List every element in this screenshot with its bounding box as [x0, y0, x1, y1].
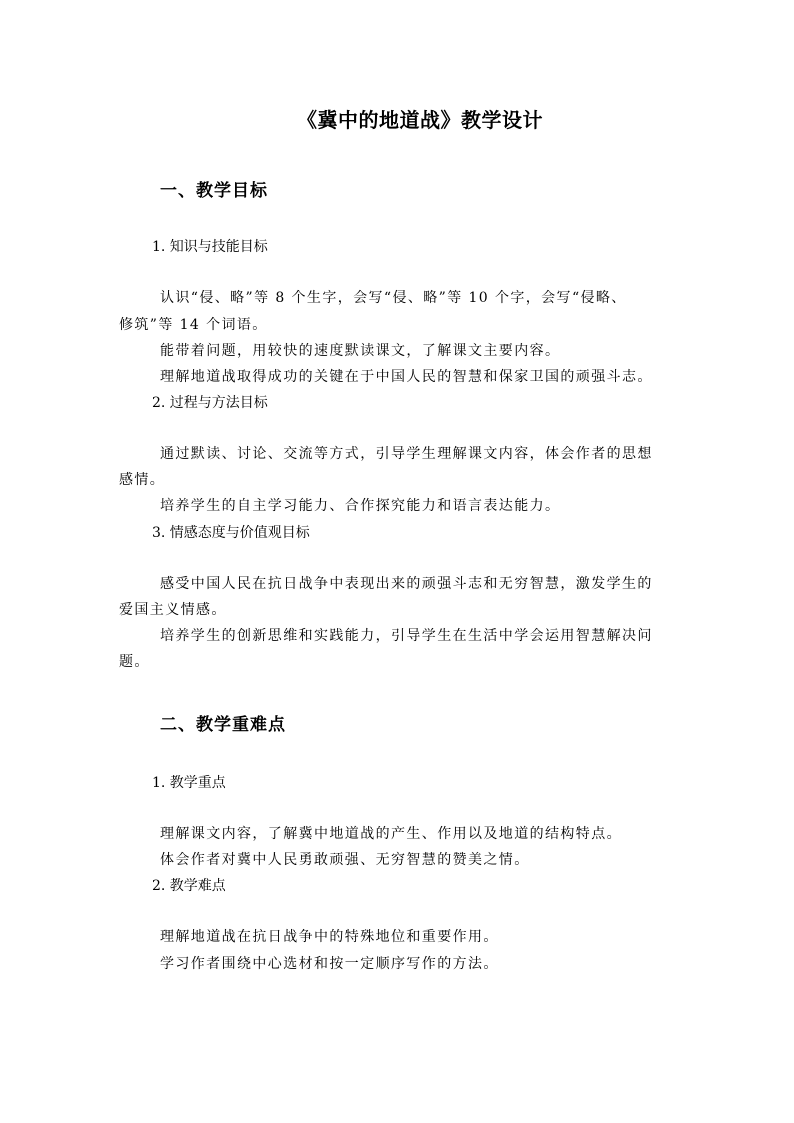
paragraph-line: 题。 [119, 654, 150, 670]
section-heading-key-difficult-points: 二、教学重难点 [160, 715, 286, 735]
document-title: 《冀中的地道战》教学设计 [297, 108, 543, 132]
paragraph-line: 培养学生的自主学习能力、合作探究能力和语言表达能力。 [160, 498, 561, 514]
paragraph-line: 理解地道战取得成功的关键在于中国人民的智慧和保家卫国的顽强斗志。 [160, 369, 653, 385]
subheading-knowledge-skills: 1. 知识与技能目标 [152, 239, 268, 255]
paragraph-line: 体会作者对冀中人民勇敢顽强、无穷智慧的赞美之情。 [160, 852, 530, 868]
paragraph-line: 感受中国人民在抗日战争中表现出来的顽强斗志和无穷智慧，激发学生的 [160, 576, 653, 592]
paragraph-line: 能带着问题，用较快的速度默读课文，了解课文主要内容。 [160, 343, 561, 359]
paragraph-line: 学习作者围绕中心选材和按一定顺序写作的方法。 [160, 956, 499, 972]
paragraph-line: 通过默读、讨论、交流等方式，引导学生理解课文内容，体会作者的思想 [160, 446, 653, 462]
paragraph-line: 修筑”等 14 个词语。 [119, 317, 268, 333]
subheading-process-methods: 2. 过程与方法目标 [152, 395, 268, 411]
paragraph-line: 培养学生的创新思维和实践能力，引导学生在生活中学会运用智慧解决问 [160, 628, 653, 644]
paragraph-line: 认识“侵、略”等 8 个生字，会写“侵、略”等 10 个字，会写“侵略、 [160, 290, 627, 306]
subheading-difficult-points: 2. 教学难点 [152, 878, 226, 894]
paragraph-line: 理解地道战在抗日战争中的特殊地位和重要作用。 [160, 929, 499, 945]
subheading-emotion-values: 3. 情感态度与价值观目标 [152, 525, 310, 541]
paragraph-line: 理解课文内容，了解冀中地道战的产生、作用以及地道的结构特点。 [160, 826, 622, 842]
paragraph-line: 爱国主义情感。 [119, 602, 227, 618]
section-heading-teaching-goals: 一、教学目标 [160, 181, 268, 201]
paragraph-line: 感情。 [119, 472, 166, 488]
subheading-key-points: 1. 教学重点 [152, 775, 226, 791]
